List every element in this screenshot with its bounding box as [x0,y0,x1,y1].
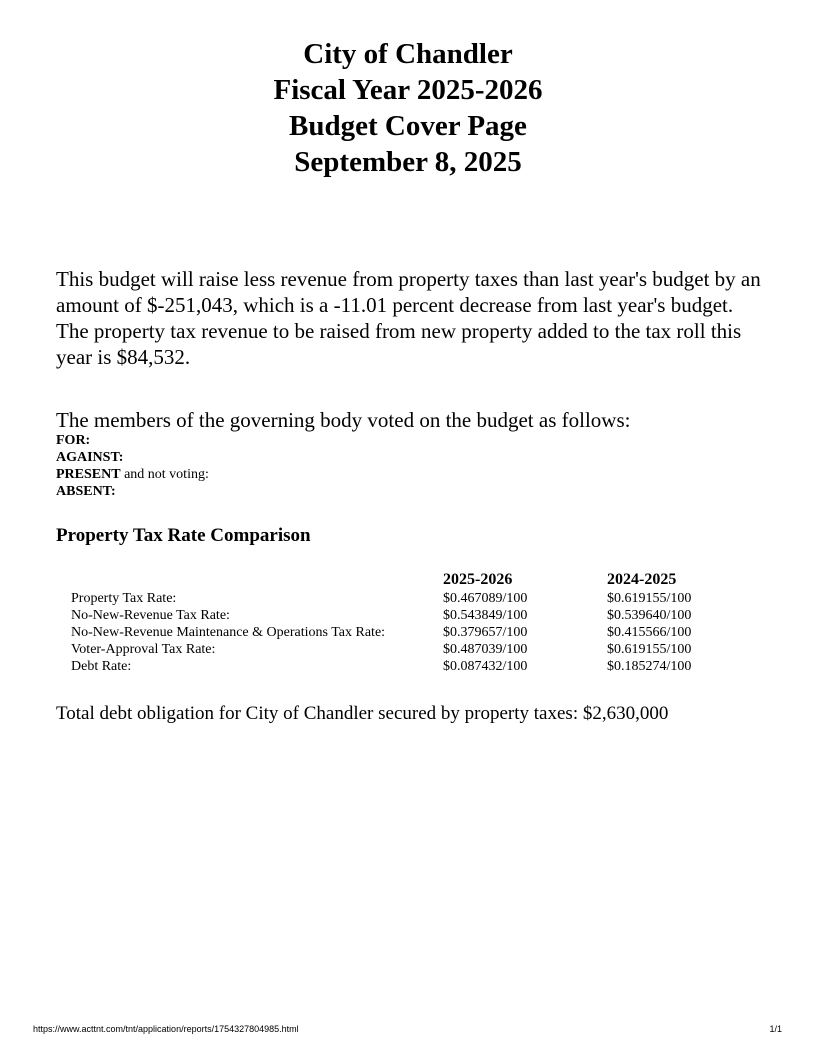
rate-label: No-New-Revenue Maintenance & Operations Tax Rate: [71,625,386,640]
footer-page-number: 1/1 [769,1024,782,1034]
budget-statement: This budget will raise less revenue from property taxes than last year's budget by an amount of $-251,043, which is a -11.01 percent decrease from last year's budget. The property tax revenue to be raised from new property added to the tax roll this year is $84,532. [56,267,761,369]
vote-intro: The members of the governing body voted on the budget as follows: [56,408,631,432]
rate-label: No-New-Revenue Tax Rate: [71,608,230,623]
vote-present [56,466,209,483]
header-current-year: 2025-2026 [443,571,513,588]
rate-current: $0.379657/100 [443,625,528,640]
total-debt-statement: Total debt obligation for City of Chandler secured by property taxes: $2,630,000 [56,703,669,724]
rate-previous: $0.539640/100 [607,608,692,623]
vote-for [56,432,209,449]
vote-present-label: PRESENT [56,467,121,482]
title-document-type: Budget Cover Page [289,110,527,142]
table-row [68,590,727,607]
tax-rate-table [68,570,727,675]
rate-current: $0.543849/100 [443,608,528,623]
rate-current: $0.467089/100 [443,591,528,606]
rate-current: $0.087432/100 [443,659,528,674]
vote-list [56,432,209,500]
vote-against [56,449,209,466]
page-title [0,36,816,180]
vote-against-label: AGAINST: [56,450,124,465]
table-row [68,658,727,675]
rate-label: Debt Rate: [71,659,132,674]
vote-for-label: FOR: [56,433,91,448]
table-header-row [68,570,727,590]
rate-previous: $0.619155/100 [607,642,692,657]
vote-absent [56,483,209,500]
rate-previous: $0.185274/100 [607,659,692,674]
title-fiscal-year: Fiscal Year 2025-2026 [273,74,543,106]
rate-label: Property Tax Rate: [71,591,177,606]
footer-url: https://www.acttnt.com/tnt/application/reports/1754327804985.html [33,1024,299,1034]
title-date: September 8, 2025 [294,146,522,178]
section-title: Property Tax Rate Comparison [56,525,311,546]
rate-previous: $0.619155/100 [607,591,692,606]
rate-label: Voter-Approval Tax Rate: [71,642,216,657]
vote-absent-label: ABSENT: [56,484,116,499]
vote-present-suffix: and not voting: [120,467,209,482]
header-previous-year: 2024-2025 [607,571,677,588]
rate-previous: $0.415566/100 [607,625,692,640]
table-row [68,624,727,641]
header-label-blank [68,570,443,590]
rate-current: $0.487039/100 [443,642,528,657]
table-row [68,641,727,658]
table-row [68,607,727,624]
title-city: City of Chandler [303,38,513,70]
